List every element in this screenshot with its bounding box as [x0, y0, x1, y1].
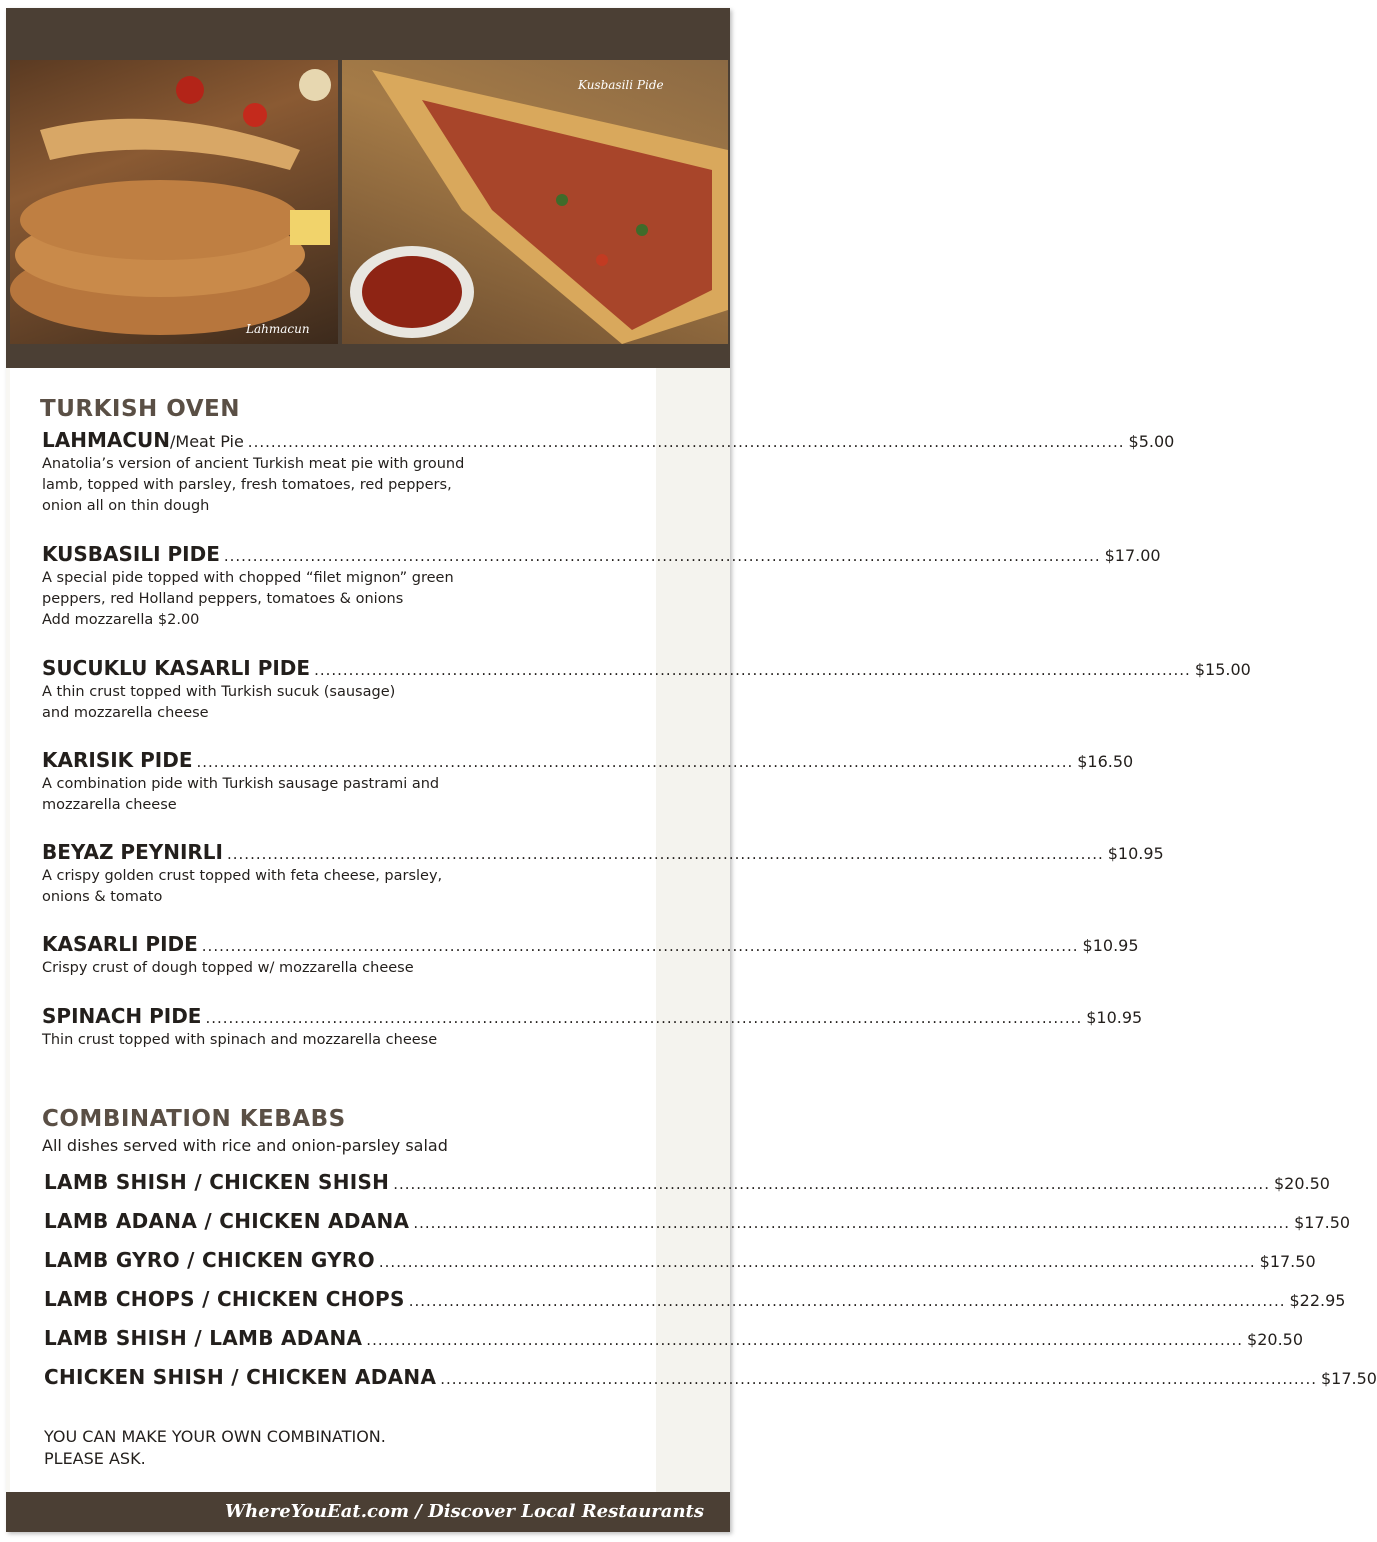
dot-leader: ........................................................................................................................................................ — [378, 1253, 1256, 1271]
lahmacun-caption: Lahmacun — [246, 322, 310, 336]
menu-item-kasarli-pide — [42, 932, 1139, 979]
item-name: LAHMACUN — [42, 428, 170, 452]
dot-leader: ........................................................................................................................................................ — [205, 1009, 1083, 1027]
combination-kebabs-note: All dishes served with rice and onion-parsley salad — [42, 1136, 448, 1155]
dot-leader: ........................................................................................................................................................ — [247, 433, 1125, 451]
combo-name: LAMB CHOPS / CHICKEN CHOPS — [44, 1287, 405, 1311]
item-price: $10.95 — [1082, 936, 1139, 955]
item-name: SPINACH PIDE — [42, 1004, 202, 1028]
combo-price: $20.50 — [1273, 1174, 1330, 1193]
item-price: $10.95 — [1086, 1008, 1143, 1027]
item-price: $17.00 — [1104, 546, 1161, 565]
item-subtitle: /Meat Pie — [170, 432, 244, 451]
kusbasili-pide-photo — [342, 60, 728, 344]
item-name: SUCUKLU KASARLI PIDE — [42, 656, 311, 680]
menu-content-area — [10, 368, 656, 1492]
combo-price: $20.50 — [1247, 1330, 1304, 1349]
dot-leader: ........................................................................................................................................................ — [314, 661, 1191, 679]
item-price: $5.00 — [1128, 432, 1175, 451]
item-price: $16.50 — [1077, 752, 1134, 771]
combo-price: $17.50 — [1320, 1369, 1377, 1388]
item-name: KUSBASILI PIDE — [42, 542, 220, 566]
lahmacun-illustration — [10, 60, 338, 344]
dot-leader: ........................................................................................................................................................ — [393, 1175, 1270, 1193]
dot-leader: ........................................................................................................................................................ — [440, 1370, 1317, 1388]
combo-name: LAMB GYRO / CHICKEN GYRO — [44, 1248, 375, 1272]
combo-item-lamb-chicken-shish — [44, 1170, 1330, 1194]
item-name: KASARLI PIDE — [42, 932, 198, 956]
menu-item-beyaz-peynirli — [42, 840, 1164, 908]
dot-leader: ........................................................................................................................................................ — [196, 753, 1074, 771]
menu-item-spinach-pide — [42, 1004, 1143, 1051]
menu-item-lahmacun — [42, 428, 1175, 517]
item-description: Anatolia’s version of ancient Turkish meat pie with ground lamb, topped with parsley, fresh tomatoes, red peppers, onion all on thin dough — [42, 456, 465, 514]
custom-combination-note: YOU CAN MAKE YOUR OWN COMBINATION. PLEASE ASK. — [44, 1427, 386, 1468]
dot-leader: ........................................................................................................................................................ — [366, 1331, 1244, 1349]
combo-item-lamb-chicken-adana — [44, 1209, 1351, 1233]
footer-watermark: WhereYouEat.com / Discover Local Restaurants — [224, 1501, 704, 1522]
combo-price: $22.95 — [1289, 1291, 1346, 1310]
dot-leader: ........................................................................................................................................................ — [223, 547, 1101, 565]
combo-item-lamb-shish-lamb-adana — [44, 1326, 1304, 1350]
page-margin-strip — [656, 368, 730, 1492]
combo-item-lamb-chicken-chops — [44, 1287, 1346, 1311]
item-name: KARISIK PIDE — [42, 748, 193, 772]
item-name: BEYAZ PEYNIRLI — [42, 840, 223, 864]
item-description: A thin crust topped with Turkish sucuk (sausage) and mozzarella cheese — [42, 684, 396, 721]
combo-item-lamb-chicken-gyro — [44, 1248, 1316, 1272]
menu-item-kusbasili-pide — [42, 542, 1161, 631]
combo-item-chicken-shish-chicken-adana — [44, 1365, 1377, 1389]
combo-name: CHICKEN SHISH / CHICKEN ADANA — [44, 1365, 437, 1389]
combo-name: LAMB ADANA / CHICKEN ADANA — [44, 1209, 410, 1233]
dot-leader: ........................................................................................................................................................ — [408, 1292, 1286, 1310]
pide-illustration — [342, 60, 728, 344]
menu-item-sucuklu-kasarli-pide — [42, 656, 1251, 724]
item-description: Crispy crust of dough topped w/ mozzarella cheese — [42, 960, 414, 976]
dot-leader: ........................................................................................................................................................ — [201, 937, 1079, 955]
combo-price: $17.50 — [1259, 1252, 1316, 1271]
lahmacun-photo — [10, 60, 338, 344]
item-description: Thin crust topped with spinach and mozzarella cheese — [42, 1032, 438, 1048]
menu-page — [6, 8, 1377, 1532]
combo-name: LAMB SHISH / LAMB ADANA — [44, 1326, 363, 1350]
combination-kebabs-heading: COMBINATION KEBABS — [42, 1106, 346, 1132]
menu-item-karisik-pide — [42, 748, 1134, 816]
item-price: $10.95 — [1107, 844, 1164, 863]
item-description: A special pide topped with chopped “filet mignon” green peppers, red Holland peppers, tomatoes & onions Add mozzarella $2.00 — [42, 570, 454, 628]
combo-name: LAMB SHISH / CHICKEN SHISH — [44, 1170, 390, 1194]
combo-price: $17.50 — [1294, 1213, 1351, 1232]
dot-leader: ........................................................................................................................................................ — [227, 845, 1104, 863]
kusbasili-pide-caption: Kusbasili Pide — [578, 78, 664, 92]
dot-leader: ........................................................................................................................................................ — [413, 1214, 1291, 1232]
turkish-oven-heading: TURKISH OVEN — [40, 396, 240, 422]
item-description: A crispy golden crust topped with feta cheese, parsley, onions & tomato — [42, 868, 443, 905]
item-price: $15.00 — [1194, 660, 1251, 679]
item-description: A combination pide with Turkish sausage pastrami and mozzarella cheese — [42, 776, 440, 813]
